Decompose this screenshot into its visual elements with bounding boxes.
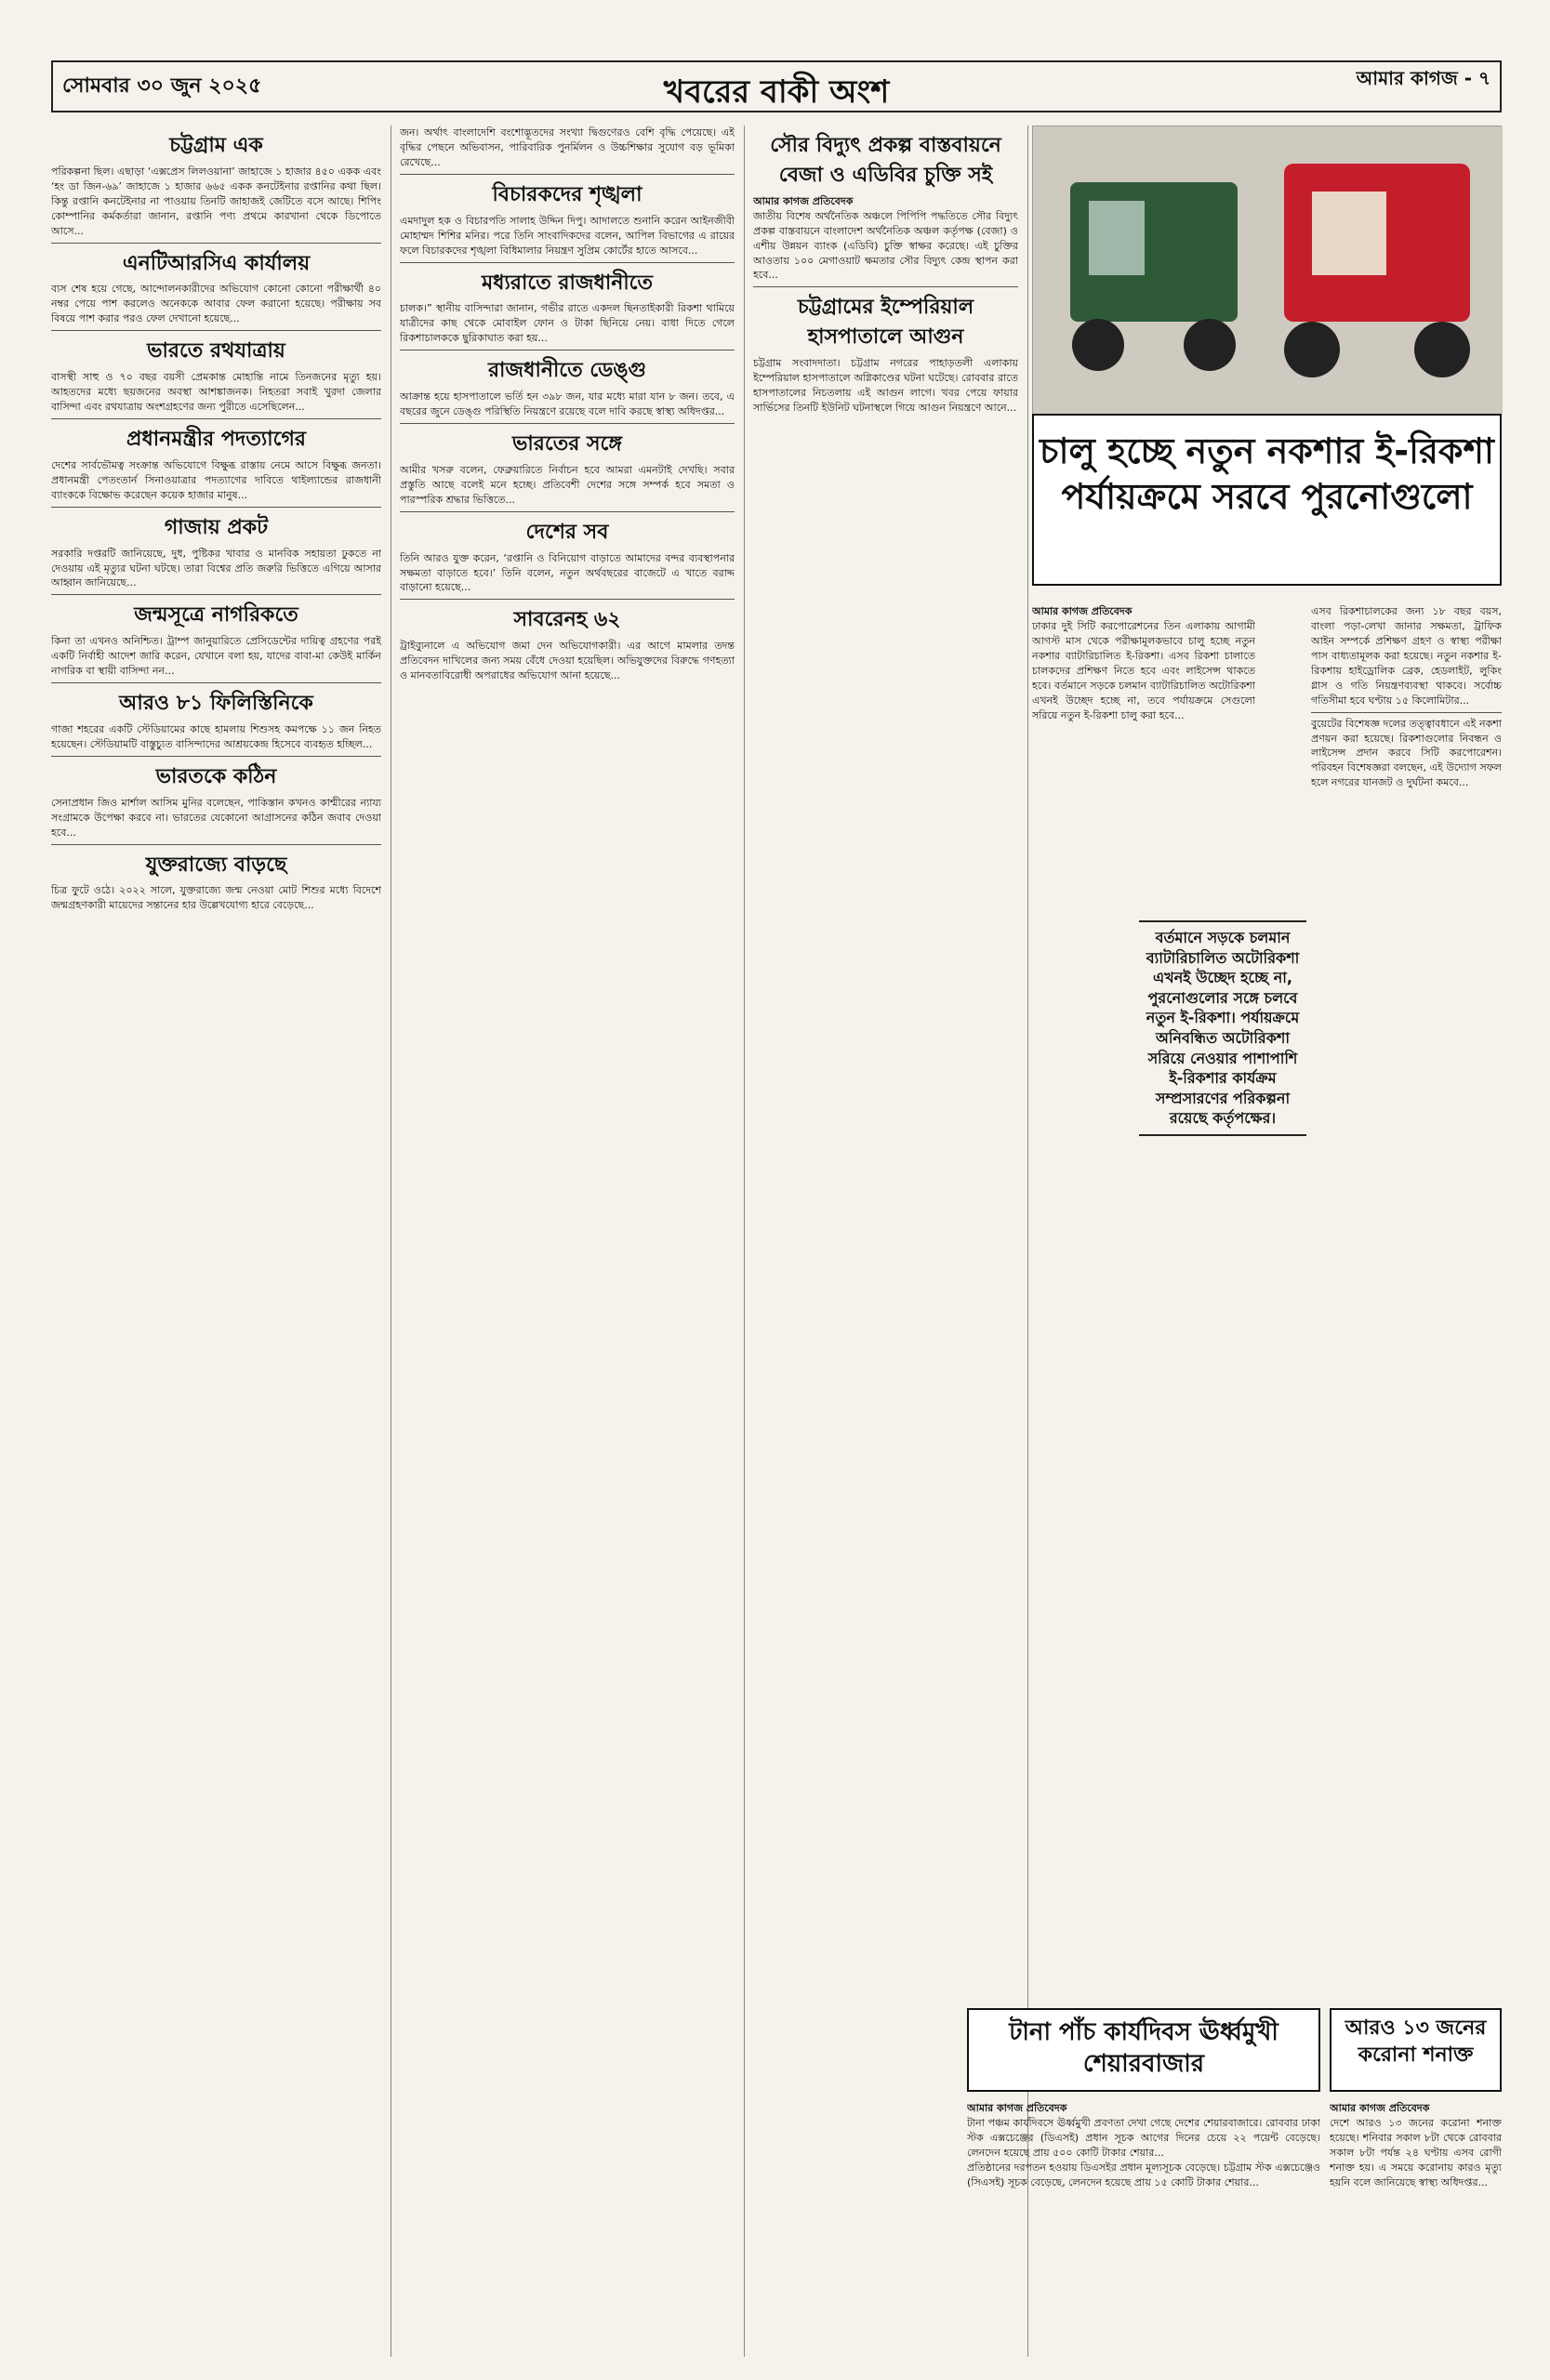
column-divider [744, 126, 745, 2357]
divider [51, 682, 381, 683]
article-body: সেনাপ্রধান জিও মার্শাল আসিম মুনির বলেছেন, পাকিস্তান কখনও কাশ্মীরের ন্যায্য সংগ্রামকে উপেক্ষা করবে না। ভারতের যেকোনো আগ্রাসনের কঠিন জবাব দেওয়া হবে... [51, 796, 381, 839]
article-body: পরিকল্পনা ছিল। এছাড়া ‘এক্সপ্রেস লিলওয়ানা’ জাহাজে ১ হাজার ৪৫০ একক এবং ‘হং ডা জিন-৬৯’ জাহাজে ১ হাজার ৬৬৫ একক কনটেইনার রপ্তানির কথা ছিল। কিন্তু রপ্তানি কনটেইনার না পাওয়ায় তিনটি জাহাজই জেটিতে বসে আছে। শিপিং কোম্পানির কর্মকর্তারা জানান, রপ্তানি পণ্য প্রথমে কারখানা থেকে ডিপোতে আসে... [51, 165, 381, 237]
article-body: সরকারি দপ্তরটি জানিয়েছে, দুধ, পুষ্টিকর খাবার ও মানবিক সহায়তা ঢুকতে না দেওয়ায় এই মৃত্যুর ঘটনা ঘটছে। তারা বিশ্বের প্রতি জরুরি ভিত্তিতে এগিয়ে আসার আহ্বান জানিয়েছে... [51, 547, 381, 589]
column-middle [400, 126, 735, 2357]
headline-hospital-fire: চট্টগ্রামের ইম্পেরিয়াল হাসপাতালে আগুন [797, 296, 974, 350]
headline-solar: সৌর বিদ্যুৎ প্রকল্প বাস্তবায়নে বেজা ও এডিবির চুক্তি সই [770, 134, 1001, 187]
headline-gaza: গাজায় প্রকট [164, 515, 269, 539]
divider [400, 599, 735, 600]
article-body: ঢাকার দুই সিটি করপোরেশনের তিন এলাকায় আগামী আগস্ট মাস থেকে পরীক্ষামূলকভাবে চালু হচ্ছে নতুন নকশার ব্যাটারিচালিত ই-রিকশা। এসব রিকশা চালাতে চালকদের প্রশিক্ষণ নিতে হবে এবং লাইসেন্স থাকতে হবে। বর্তমানে সড়কে চলমান ব্যাটারিচালিত অটোরিকশা এখনই উচ্ছেদ হচ্ছে না, তবে পর্যায়ক্রমে সেগুলো সরিয়ে নতুন ই-রিকশা চালু করা হবে... [1032, 619, 1255, 721]
headline-citizenship: জন্মসূত্রে নাগরিকতে [134, 603, 298, 628]
article-body: টানা পঞ্চম কার্যদিবসে ঊর্ধ্বমুখী প্রবণতা দেখা গেছে দেশের শেয়ারবাজারে। রোববার ঢাকা স্টক এক্সচেঞ্জের (ডিএসই) প্রধান সূচক আগের দিনের চেয়ে ২২ পয়েন্ট বেড়েছে। লেনদেন হয়েছে প্রায় ৫০০ কোটি টাকার শেয়ার... [967, 2116, 1320, 2159]
divider [51, 756, 381, 757]
erickshaw-col-2 [1311, 604, 1502, 1952]
article-body: চট্টগ্রাম সংবাদদাতা। চট্টগ্রাম নগরের পাহাড়তলী এলাকায় ইম্পেরিয়াল হাসপাতালে অগ্নিকাণ্ডের ঘটনা ঘটেছে। রোববার রাতে হাসপাতালের নিচতলায় এই আগুন লাগে। খবর পেয়ে ফায়ার সার্ভিসের তিনটি ইউনিট ঘটনাস্থলে গিয়ে আগুন নিয়ন্ত্রণে আনে... [753, 357, 1018, 414]
column-left [51, 126, 381, 2357]
headline-uk: যুক্তরাজ্যে বাড়ছে [145, 853, 287, 877]
article-body: প্রতিষ্ঠানের দরপতন হওয়ায় ডিএসইর প্রধান মূল্যসূচক বেড়েছে। চট্টগ্রাম স্টক এক্সচেঞ্জেও (সিএসই) সূচক বেড়েছে, লেনদেন হয়েছে প্রায় ১৫ কোটি টাকার শেয়ার... [967, 2161, 1320, 2188]
headline-judges: বিচারকদের শৃঙ্খলা [492, 182, 643, 206]
divider [753, 286, 1018, 287]
article-body: কিনা তা এখনও অনিশ্চিত। ট্রাম্প জানুয়ারিতে প্রেসিডেন্টের দায়িত্ব গ্রহণের পরই একটি নির্বাহী আদেশ জারি করেন, যেখানে বলা হয়, যাদের বাবা-মা কেউই মার্কিন নাগরিক বা স্থায়ী বাসিন্দা নন... [51, 635, 381, 678]
divider [51, 330, 381, 331]
headline-chattogram: চট্টগ্রাম এক [169, 134, 263, 157]
headline-country: দেশের সব [525, 520, 609, 544]
byline: আমার কাগজ প্রতিবেদক [1330, 2102, 1430, 2114]
article-body: জন। অর্থাৎ বাংলাদেশি বংশোদ্ভূতদের সংখ্যা দ্বিগুণেরও বেশি বৃদ্ধি পেয়েছে। এই বৃদ্ধির পেছনে অভিবাসন, পারিবারিক পুনর্মিলন ও উচ্চশিক্ষার সুযোগ বড় ভূমিকা রেখেছে... [400, 126, 735, 168]
headline-erickshaw: চালু হচ্ছে নতুন নকশার ই-রিকশা পর্যায়ক্রমে সরবে পুরনোগুলো [1032, 414, 1502, 586]
erickshaw-photo [1032, 126, 1502, 414]
section-title: খবরের বাকী অংশ [663, 73, 890, 111]
article-body: এমদাদুল হক ও বিচারপতি সালাহ উদ্দিন দিপু। আদালতে শুনানি করেন আইনজীবী মোহাম্মদ শিশির মনির। পরে তিনি সাংবাদিকদের বলেন, আপিল বিভাগের এ রায়ের ফলে বিচারকদের শৃঙ্খলা বিধিমালার নিয়ন্ত্রণ সুপ্রিম কোর্টের হাতে আসবে... [400, 214, 735, 257]
divider [51, 507, 381, 508]
article-body: দেশের সার্বভৌমত্ব সংক্রান্ত অভিযোগে বিক্ষুব্ধ রাস্তায় নেমে আসে বিক্ষুব্ধ জনতা। প্রধানমন্ত্রী পেতংতার্ন সিনাওয়াত্রার পদত্যাগের দাবিতে থাইল্যান্ডের রাজধানী ব্যাংককে বিক্ষোভ করেছেন কয়েক হাজার মানুষ... [51, 458, 381, 501]
article-body: চালক।” স্থানীয় বাসিন্দারা জানান, গভীর রাতে একদল ছিনতাইকারী রিকশা থামিয়ে যাত্রীদের কাছ থেকে মোবাইল ফোন ও টাকা ছিনিয়ে নেয়। বাধা দিতে গেলে রিকশাচালককে ছুরিকাঘাত করা হয়... [400, 302, 735, 345]
byline: আমার কাগজ প্রতিবেদক [967, 2102, 1067, 2114]
article-body: দেশে আরও ১৩ জনের করোনা শনাক্ত হয়েছে। শনিবার সকাল ৮টা থেকে রোববার সকাল ৮টা পর্যন্ত ২৪ ঘণ্টায় এসব রোগী শনাক্ত হয়। এ সময়ে করোনায় কারও মৃত্যু হয়নি বলে জানিয়েছে স্বাস্থ্য অধিদপ্তর... [1330, 2116, 1502, 2188]
divider [1311, 712, 1502, 713]
headline-sharemarket: টানা পাঁচ কার্যদিবস ঊর্ধ্বমুখী শেয়ারবাজার [967, 2008, 1320, 2092]
sharemarket-body [967, 2101, 1320, 2361]
divider [51, 418, 381, 419]
headline-midnight: মধ্যরাতে রাজধানীতে [481, 271, 654, 295]
divider [51, 844, 381, 845]
headline-india: ভারতকে কঠিন [155, 764, 277, 788]
publication-date: সোমবার ৩০ জুন ২০২৫ [62, 74, 262, 98]
brand-name: আমার কাগজ [1356, 67, 1458, 89]
page-header [51, 60, 1502, 112]
headline-ntrca: এনটিআরসিএ কার্যালয় [122, 251, 311, 275]
article-body: গাজা শহরের একটি স্টেডিয়ামের কাছে হামলায় শিশুসহ কমপক্ষে ১১ জন নিহত হয়েছেন। স্টেডিয়ামটি বাস্তুচ্যুত বাসিন্দাদের আশ্রয়কেন্দ্র হিসেবে ব্যবহৃত হচ্ছিল... [51, 722, 381, 750]
article-body: ট্রাইব্যুনালে এ অভিযোগ জমা দেন অভিযোগকারী। এর আগে মামলার তদন্ত প্রতিবেদন দাখিলের জন্য সময় বেঁধে দেওয়া হয়েছিল। অভিযুক্তদের বিরুদ্ধে গণহত্যা ও মানবতাবিরোধী অপরাধের অভিযোগ আনা হয়েছে... [400, 640, 735, 682]
divider [400, 423, 735, 424]
article-body: বাসস্থী সাহু ও ৭০ বছর বয়সী প্রেমকান্ত মোহান্তি নামে তিনজনের মৃত্যু হয়। আহতদের মধ্যে ছয়জনের অবস্থা আশঙ্কাজনক। নিহতরা সবাই খুরদা জেলার বাসিন্দা এবং রথযাত্রায় অংশগ্রহণের জন্য পুরীতে এসেছিলেন... [51, 371, 381, 414]
masthead-logo: আমার কাগজ - ৭ [1356, 67, 1490, 89]
article-body: আমীর খসরু বলেন, ফেব্রুয়ারিতে নির্বাচন হবে আমরা এমনটাই দেখছি। সবার প্রস্তুতি আছে বলেই মনে হচ্ছে। প্রতিবেশী দেশের সঙ্গে সম্পর্ক হবে সমতা ও পারস্পরিক শ্রদ্ধার ভিত্তিতে... [400, 463, 735, 506]
headline-with-india: ভারতের সঙ্গে [512, 431, 622, 456]
headline-palestinians: আরও ৮১ ফিলিস্তিনিকে [119, 692, 313, 716]
headline-pm-resignation: প্রধানমন্ত্রীর পদত্যাগের [126, 427, 306, 451]
divider [400, 262, 735, 263]
divider [400, 174, 735, 175]
erickshaw-pullquote: বর্তমানে সড়কে চলমান ব্যাটারিচালিত অটোরিকশা এখনই উচ্ছেদ হচ্ছে না, পুরনোগুলোর সঙ্গে চলবে নতুন ই-রিকশা। পর্যায়ক্রমে অনিবন্ধিত অটোরিকশা সরিয়ে নেওয়ার পাশাপাশি ই-রিকশার কার্যক্রম সম্প্রসারণের পরিকল্পনা রয়েছে কর্তৃপক্ষের। [1139, 920, 1306, 1136]
headline-dengue: রাজধানীতে ডেঙ্গু [487, 359, 647, 383]
headline-62: সাবরেনহ ৬২ [513, 608, 621, 632]
corona-body [1330, 2101, 1502, 2361]
article-body: এসব রিকশাচালকের জন্য ১৮ বছর বয়স, বাংলা পড়া-লেখা জানার সক্ষমতা, ট্রাফিক আইন সম্পর্কে প্রশিক্ষণ গ্রহণ ও স্বাস্থ্য পরীক্ষা পাস বাধ্যতামূলক করা হয়েছে। নতুন নকশার ই-রিকশায় হাইড্রোলিক ব্রেক, হেডলাইট, লুকিং গ্লাস ও গতি নিয়ন্ত্রণব্যবস্থা থাকবে। সর্বোচ্চ গতিসীমা হবে ঘণ্টায় ১৫ কিলোমিটার... [1311, 605, 1502, 707]
headline-rathyatra: ভারতে রথযাত্রায় [147, 339, 285, 364]
byline: আমার কাগজ প্রতিবেদক [753, 194, 854, 207]
divider [400, 511, 735, 512]
article-body: তিনি আরও যুক্ত করেন, ‘রপ্তানি ও বিনিয়োগ বাড়াতে আমাদের বন্দর ব্যবস্থাপনার সক্ষমতা বাড়াতে হবে।’ তিনি বলেন, নতুন অর্থবছরের বাজেটে এ খাতে বরাদ্দ বাড়ানো হয়েছে... [400, 551, 735, 594]
divider [51, 594, 381, 595]
byline: আমার কাগজ প্রতিবেদক [1032, 605, 1133, 617]
erickshaw-col-1 [1032, 604, 1255, 1952]
article-body: চিত্র ফুটে ওঠে। ২০২২ সালে, যুক্তরাজ্যে জন্ম নেওয়া মোট শিশুর মধ্যে বিদেশে জন্মগ্রহণকারী মায়েদের সন্তানের হার উল্লেখযোগ্য হারে বেড়েছে... [51, 884, 381, 912]
article-body: আক্রান্ত হয়ে হাসপাতালে ভর্তি হন ৩৯৮ জন, যার মধ্যে মারা যান ৮ জন। তবে, এ বছরের জুনে ডেঙ্গু পরিস্থিতি নিয়ন্ত্রণে রয়েছে বলে দাবি করছে স্বাস্থ্য অধিদপ্তর... [400, 390, 735, 418]
article-body: বুয়েটের বিশেষজ্ঞ দলের তত্ত্বাবধানে এই নকশা প্রণয়ন করা হয়েছে। রিকশাগুলোর নিবন্ধন ও লাইসেন্স প্রদান করবে সিটি করপোরেশন। পরিবহন বিশেষজ্ঞরা বলছেন, এই উদ্যোগ সফল হলে নগরের যানজট ও দুর্ঘটনা কমবে... [1311, 717, 1502, 789]
divider [51, 243, 381, 244]
headline-corona: আরও ১৩ জনের করোনা শনাক্ত [1330, 2008, 1502, 2092]
article-body: জাতীয় বিশেষ অর্থনৈতিক অঞ্চলে পিপিপি পদ্ধতিতে সৌর বিদ্যুৎ প্রকল্প বাস্তবায়নে বাংলাদেশ অর্থনৈতিক অঞ্চল কর্তৃপক্ষ (বেজা) ও এশীয় উন্নয়ন ব্যাংক (এডিবি) চুক্তি স্বাক্ষর করেছে। এই চুক্তির আওতায় ১০০ মেগাওয়াট ক্ষমতার সৌর বিদ্যুৎ কেন্দ্র স্থাপন করা হবে... [753, 209, 1018, 282]
page-number: ৭ [1477, 67, 1490, 89]
article-body: ব্যস শেষ হয়ে গেছে, আন্দোলনকারীদের অভিযোগ কোনো কোনো পরীক্ষার্থী ৪০ নম্বর পেয়ে পাশ করলেও অনেককে আবার ফেল করানো হয়েছে। পরীক্ষায় সব বিষয়ে পাশ করার পরও ফেল দেখানো হয়েছে... [51, 283, 381, 325]
